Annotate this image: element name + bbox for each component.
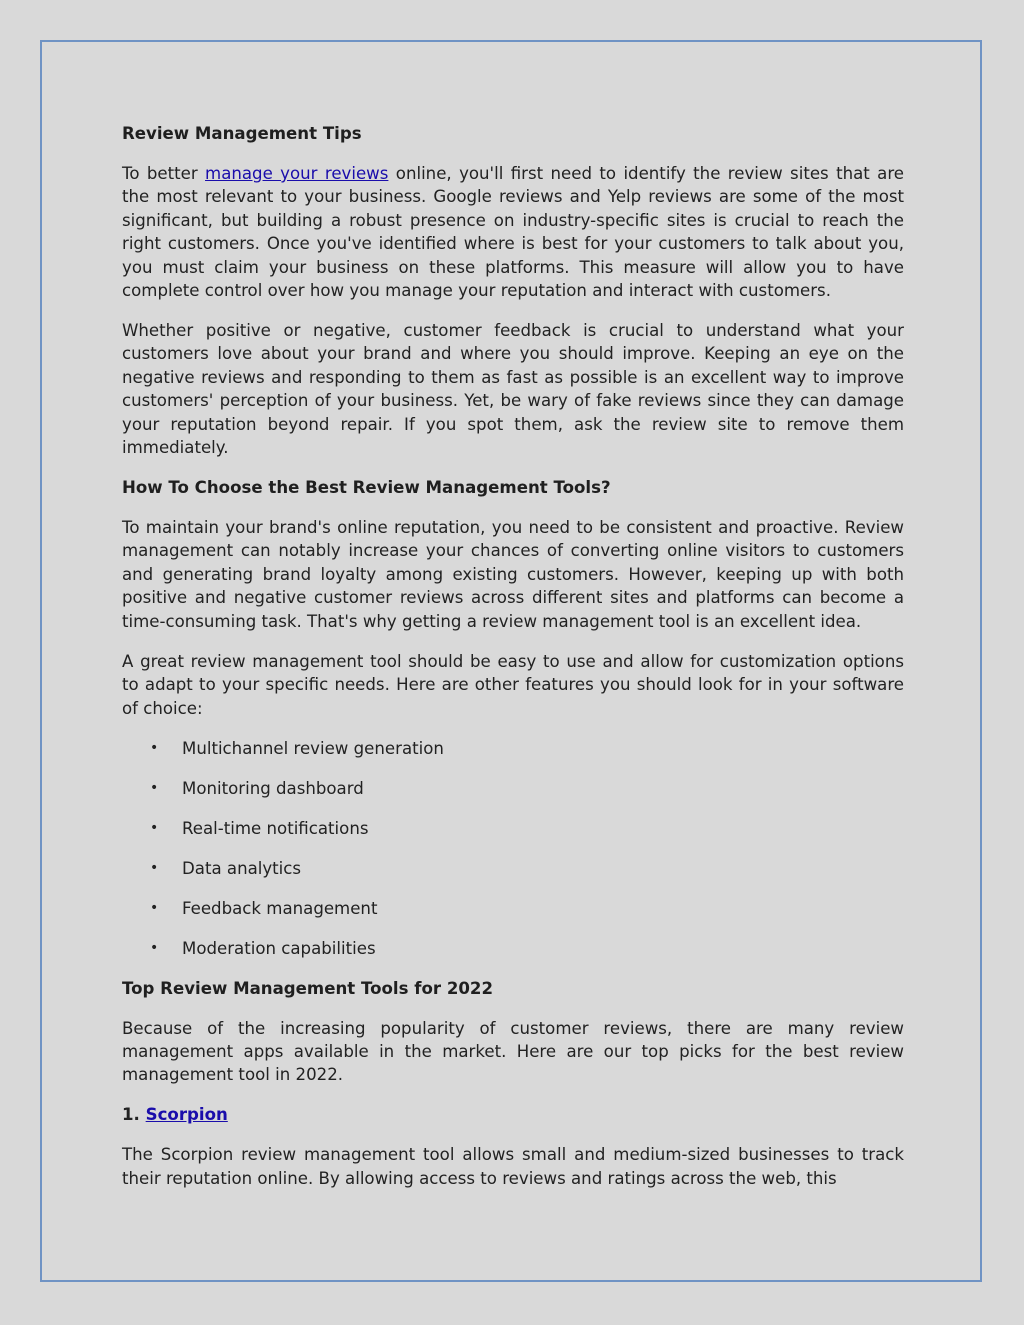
- bullet-icon: •: [150, 819, 159, 836]
- manage-your-reviews-link[interactable]: manage your reviews: [205, 164, 389, 183]
- list-item: [122, 817, 904, 840]
- paragraph-increasing-popularity: Because of the increasing popularity of customer reviews, there are many review management apps available in the market. Here are our top picks for the best review management tool in 2022.: [122, 1018, 904, 1085]
- list-item-label: Monitoring dashboard: [182, 778, 364, 798]
- heading-how-to-choose: How To Choose the Best Review Management Tools?: [122, 478, 611, 498]
- paragraph-scorpion: The Scorpion review management tool allows small and medium-sized businesses to track their reputation online. By allowing access to reviews and ratings across the web, this: [122, 1145, 904, 1188]
- list-item-label: Multichannel review generation: [182, 738, 444, 758]
- paragraph-great-tool: A great review management tool should be easy to use and allow for customization options to adapt to your specific needs. Here are other features you should look for in your software of choice:: [122, 651, 904, 718]
- list-item: [122, 777, 904, 800]
- heading-top-tools-2022: Top Review Management Tools for 2022: [122, 978, 494, 998]
- paragraph-brand-reputation: To maintain your brand's online reputation, you need to be consistent and proactive. Review management can notably increase your chances of converting online visitors to customers and generating brand loyalty among existing customers. However, keeping up with both positive and negative customer reviews across different sites and platforms can become a time-consuming task. That's why getting a review management tool is an excellent idea.: [122, 518, 904, 631]
- bullet-icon: •: [150, 899, 159, 916]
- list-item: [122, 937, 904, 960]
- features-list: [122, 737, 904, 960]
- paragraph-customer-feedback: Whether positive or negative, customer feedback is crucial to understand what your customers love about your brand and where you should improve. Keeping an eye on the negative reviews and responding to them as fast as possible is an excellent way to improve customers' perception of your business. Yet, be wary of fake reviews since they can damage your reputation beyond repair. If you spot them, ask the review site to remove them immediately.: [122, 321, 904, 458]
- list-item-label: Feedback management: [182, 898, 378, 918]
- paragraph-text: To better: [122, 164, 206, 183]
- list-item-label: Moderation capabilities: [182, 938, 376, 958]
- paragraph-manage-reviews: [122, 162, 904, 302]
- bullet-icon: •: [150, 779, 159, 796]
- list-item: [122, 857, 904, 880]
- document-content: [122, 122, 904, 1207]
- bullet-icon: •: [150, 859, 159, 876]
- scorpion-link[interactable]: Scorpion: [145, 1105, 228, 1125]
- paragraph-text: online, you'll first need to identify the review sites that are the most relevant to your business. Google reviews and Yelp reviews are some of the most significant, but building a robust presence on industry-specific sites is crucial to reach the right customers. Once you've identified where is best for your customers to talk about you, you must claim your business on these platforms. This measure will allow you to have complete control over how you manage your reputation and interact with customers.: [122, 164, 904, 301]
- list-item-label: Real-time notifications: [182, 818, 369, 838]
- list-item: [122, 897, 904, 920]
- bullet-icon: •: [150, 739, 159, 756]
- document-page: [40, 40, 982, 1282]
- heading-review-management-tips: Review Management Tips: [122, 124, 362, 143]
- list-item-label: Data analytics: [182, 858, 302, 878]
- bullet-icon: •: [150, 939, 159, 956]
- list-item: [122, 737, 904, 760]
- item-number: 1.: [122, 1105, 146, 1125]
- numbered-heading-scorpion: [122, 1103, 904, 1126]
